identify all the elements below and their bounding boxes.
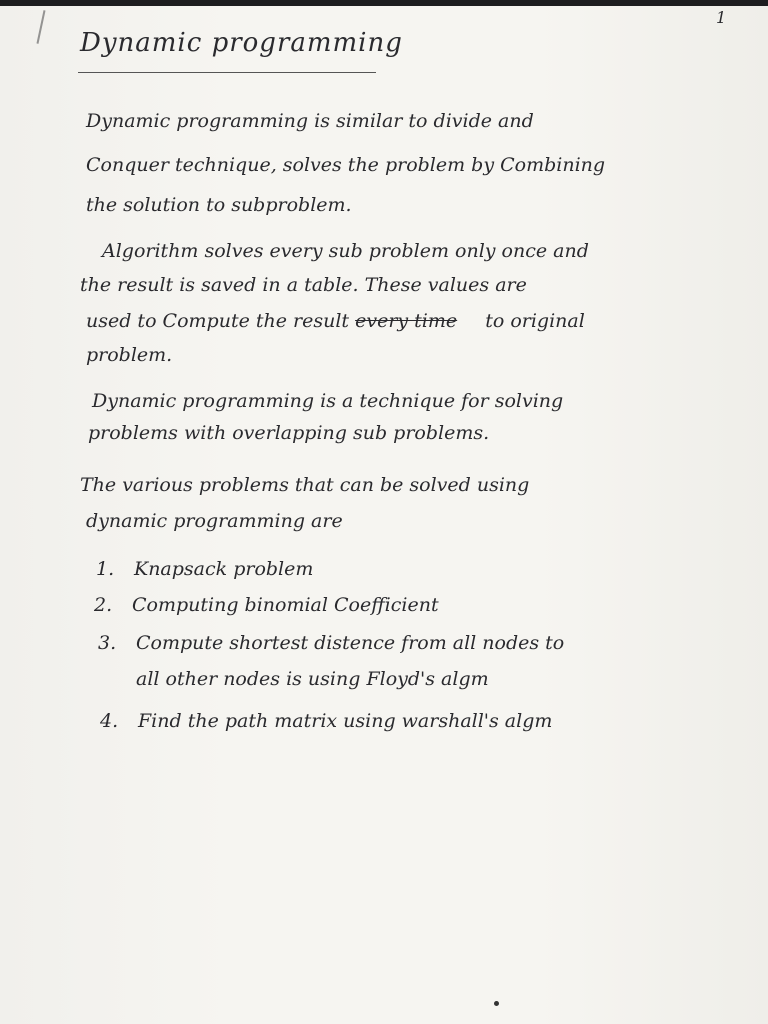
paragraph4-line2: dynamic programming are — [86, 510, 343, 532]
list-item — [96, 560, 313, 579]
page-number: 1 — [716, 8, 727, 27]
list-item-text: Computing binomial Coefficient — [132, 594, 439, 616]
list-item-number: 1. — [96, 558, 115, 580]
list-item-continuation — [98, 670, 489, 689]
scan-top-edge — [0, 0, 768, 6]
paragraph2-line4: problem. — [86, 344, 173, 366]
paragraph2-line2: the result is saved in a table. These values are — [80, 274, 527, 296]
list-item — [100, 712, 552, 731]
paragraph4-line1: The various problems that can be solved using — [80, 474, 530, 496]
heading-underline — [78, 72, 376, 73]
list-item — [94, 596, 439, 615]
list-item-text: all other nodes is using Floyd's algm — [136, 668, 489, 690]
struck-out-words: every time — [355, 310, 458, 332]
paragraph2-line3-end: to original — [485, 310, 585, 332]
paragraph3-line1: Dynamic programming is a technique for solving — [92, 390, 564, 412]
list-item-number: 2. — [94, 594, 113, 616]
list-item-text: Find the path matrix using warshall's algm — [138, 710, 553, 732]
list-item-number: 4. — [100, 710, 119, 732]
paragraph1-line3: the solution to subproblem. — [86, 194, 352, 216]
margin-pen-mark — [36, 10, 45, 44]
ink-dot — [494, 1001, 499, 1006]
paragraph1-line1: Dynamic programming is similar to divide and — [86, 110, 534, 132]
list-item — [98, 634, 564, 653]
paragraph1-line2: Conquer technique, solves the problem by Combining — [86, 154, 606, 176]
page-heading: Dynamic programming — [80, 28, 403, 58]
paragraph2-line3 — [86, 312, 585, 331]
list-item-text: Compute shortest distence from all nodes to — [136, 632, 565, 654]
list-item-text: Knapsack problem — [134, 558, 314, 580]
paragraph2-line1: Algorithm solves every sub problem only once and — [102, 240, 589, 262]
paragraph3-line2: problems with overlapping sub problems. — [88, 422, 490, 444]
paragraph2-line3-start: used to Compute the result — [86, 310, 350, 332]
list-item-number: 3. — [98, 632, 117, 654]
